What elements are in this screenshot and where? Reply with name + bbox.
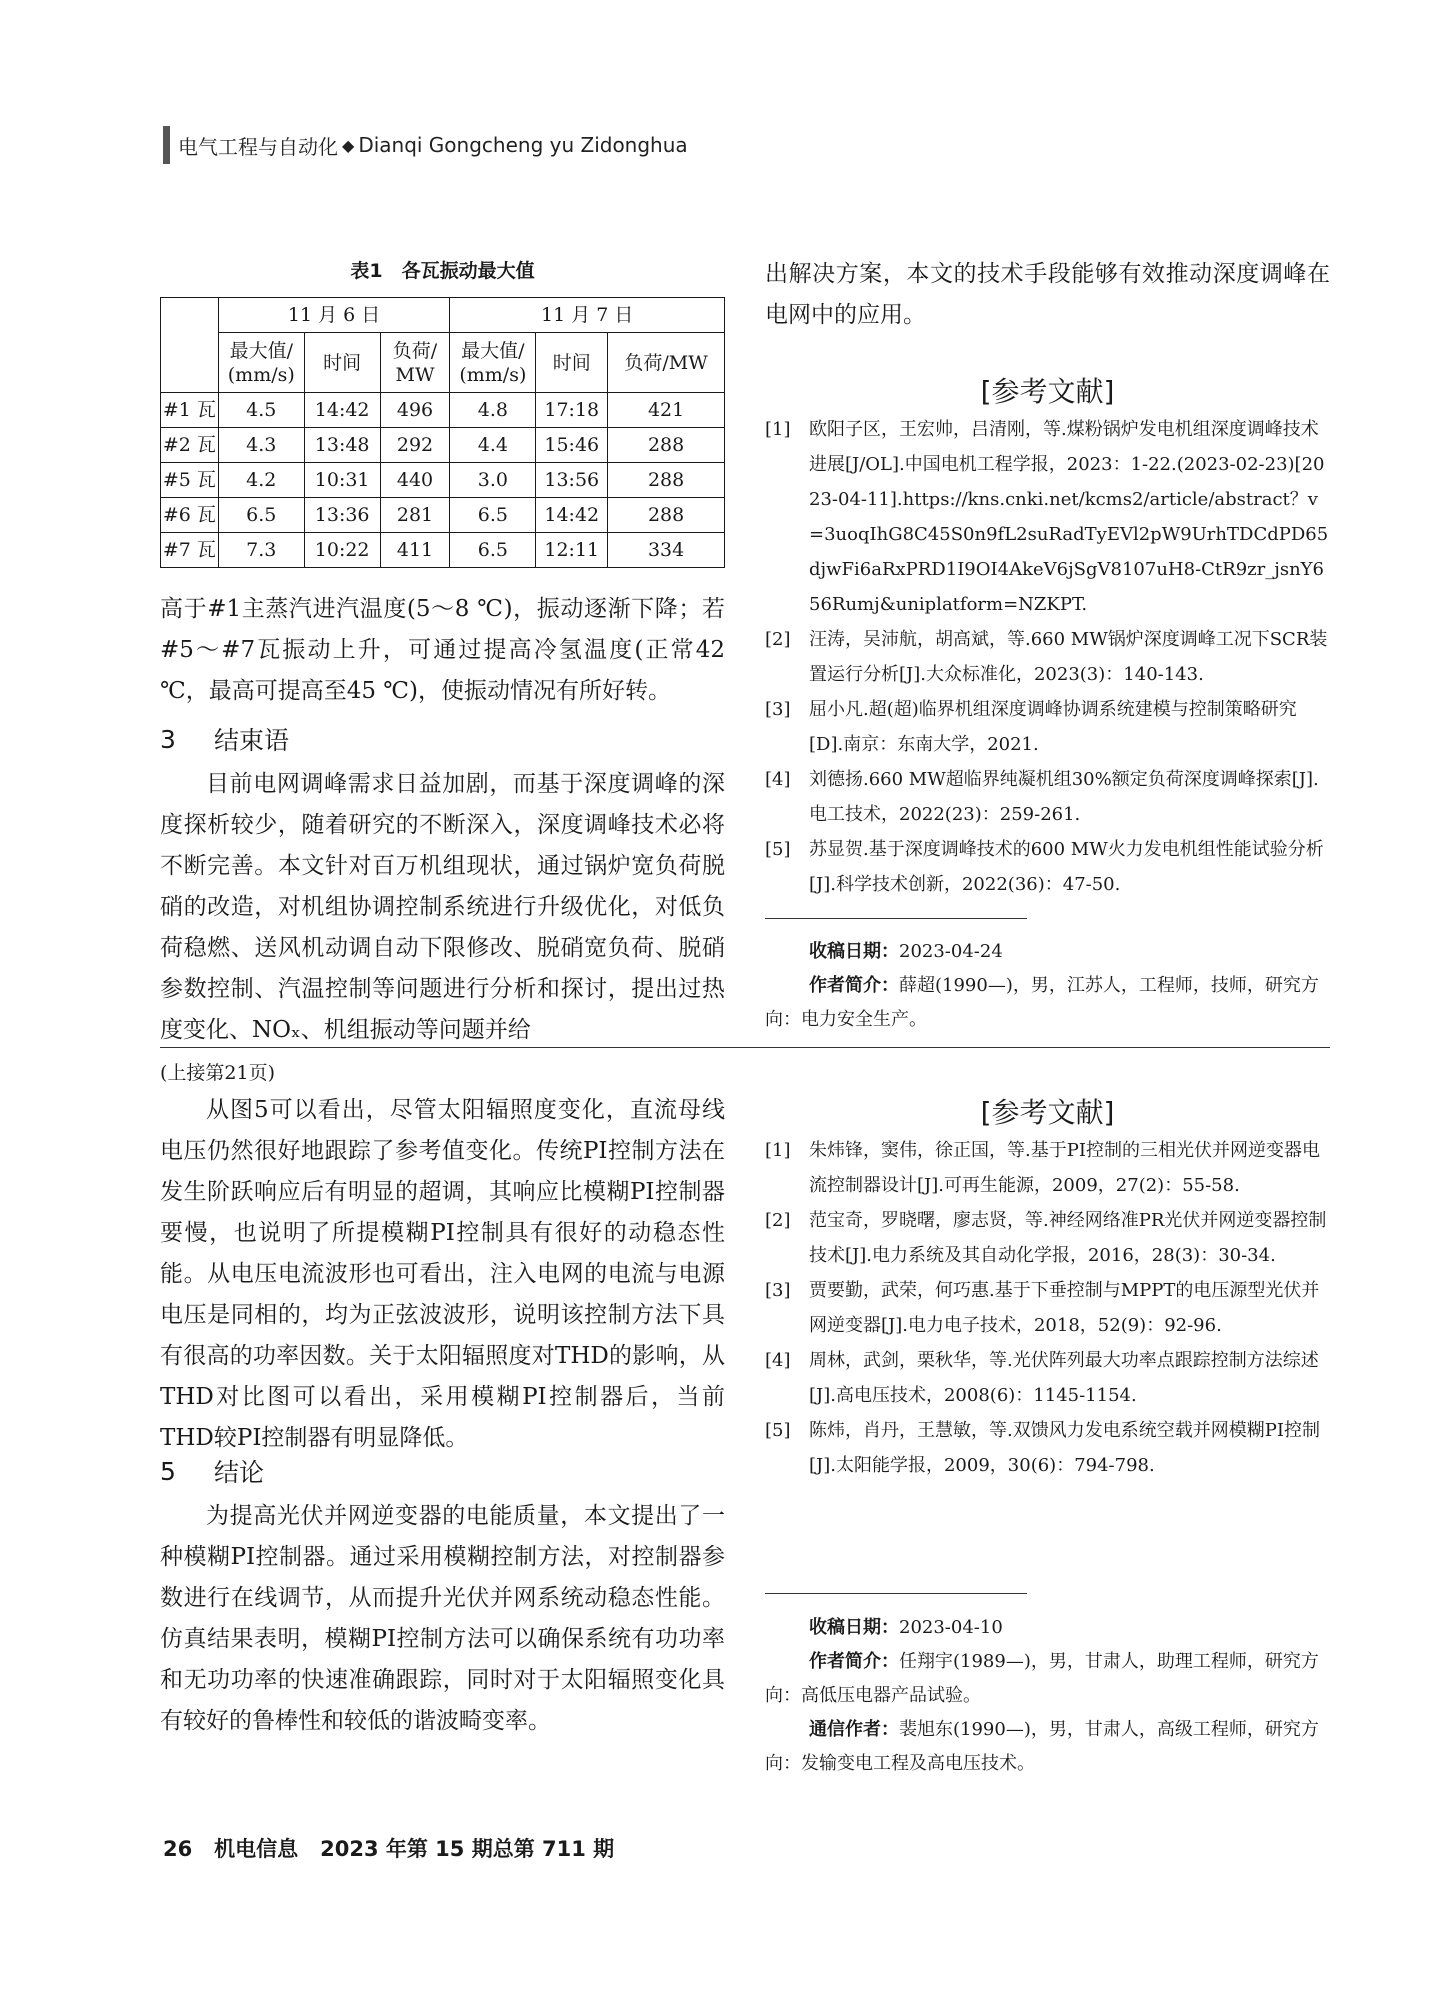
table-cell: 288 — [608, 428, 725, 463]
col-max-1: 最大值/ (mm/s) — [218, 333, 304, 393]
reference-item: [2] 汪涛，吴沛航，胡高斌，等.660 MW锅炉深度调峰工况下SCR装置运行分析[J].大众标准化，2023(3)：140-143. — [765, 629, 1328, 685]
bottom-left-paragraph-1: 从图5可以看出，尽管太阳辐照度变化，直流母线电压仍然很好地跟踪了参考值变化。传统PI控制方法在发生阶跃响应后有明显的超调，其响应比模糊PI控制器要慢，也说明了所提模糊PI控制具有很好的动稳态性能。从电压电流波形也可看出，注入电网的电流与电源电压是同相的，均为正弦波波形，说明该控制方法下具有很高的功率因数。关于太阳辐照度对THD的影响，从THD对比图可以看出，采用模糊PI控制器后，当前THD较PI控制器有明显降低。 — [160, 1097, 725, 1451]
table-cell: 17:18 — [536, 393, 608, 428]
reference-item: [4] 周林，武剑，栗秋华，等.光伏阵列最大功率点跟踪控制方法综述[J].高电压技术，2008(6)：1145-1154. — [765, 1350, 1319, 1406]
meta-divider-top — [765, 918, 1027, 919]
section-3-heading — [160, 717, 725, 761]
table-cell: 440 — [380, 463, 450, 498]
table-cell: 13:36 — [304, 498, 380, 533]
page-number: 26 — [163, 1837, 193, 1861]
header-en: Dianqi Gongcheng yu Zidonghua — [358, 133, 688, 157]
col-time-2: 时间 — [536, 333, 608, 393]
continued-from-note: (上接第21页) — [160, 1062, 276, 1084]
references-title-top: [参考文献] — [980, 375, 1115, 408]
reference-item: [5] 苏显贺.基于深度调峰技术的600 MW火力发电机组性能试验分析[J].科学技术创新，2022(36)：47-50. — [765, 839, 1324, 895]
table-cell: 281 — [380, 498, 450, 533]
col-max-2: 最大值/ (mm/s) — [450, 333, 536, 393]
table-cell: 4.2 — [218, 463, 304, 498]
table-cell: 288 — [608, 463, 725, 498]
table-cell: 6.5 — [450, 498, 536, 533]
meta-divider-bottom — [765, 1593, 1027, 1594]
top-left-paragraph-1: 高于#1主蒸汽进汽温度(5～8 ℃)，振动逐渐下降；若#5～#7瓦振动上升，可通过提高冷氢温度(正常42 ℃，最高可提高至45 ℃)，使振动情况有所好转。 — [160, 596, 725, 704]
reference-item: [3] 贾要勤，武荣，何巧惠.基于下垂控制与MPPT的电压源型光伏并网逆变器[J].电力电子技术，2018，52(9)：92-96. — [765, 1280, 1320, 1336]
running-header — [163, 125, 688, 165]
col-time-1: 时间 — [304, 333, 380, 393]
table-cell: 292 — [380, 428, 450, 463]
reference-item: [3] 屈小凡.超(超)临界机组深度调峰协调系统建模与控制策略研究[D].南京：东南大学，2021. — [765, 699, 1297, 755]
table-cell: 4.4 — [450, 428, 536, 463]
table-row — [161, 393, 725, 428]
table-cell: 10:31 — [304, 463, 380, 498]
table-corner-cell — [161, 298, 219, 393]
table-cell: 14:42 — [304, 393, 380, 428]
table-cell: 3.0 — [450, 463, 536, 498]
section-5-number: 5 — [160, 1456, 176, 1486]
reference-item: [2] 范宝奇，罗晓曙，廖志贤，等.神经网络准PR光伏并网逆变器控制技术[J].电力系统及其自动化学报，2016，28(3)：30-34. — [765, 1210, 1327, 1266]
table-cell: 10:22 — [304, 533, 380, 568]
table-date2: 11 月 7 日 — [450, 298, 725, 333]
table-cell: 13:48 — [304, 428, 380, 463]
article-divider — [160, 1047, 1330, 1048]
col-load-2: 负荷/MW — [608, 333, 725, 393]
header-diamond: ◆ — [342, 135, 355, 155]
header-cn: 电气工程与自动化 — [178, 134, 338, 159]
table-cell: #5 瓦 — [161, 463, 219, 498]
table-cell: 6.5 — [218, 498, 304, 533]
header-bar — [163, 126, 170, 164]
table-cell: 6.5 — [450, 533, 536, 568]
table-cell: 334 — [608, 533, 725, 568]
journal-name: 机电信息 — [214, 1837, 299, 1861]
article-meta-bottom: 收稿日期：2023-04-10 作者简介：任翔宇(1989—)，男，甘肃人，助理工程师，研究方向：高低压电器产品试验。 通信作者：裴旭东(1990—)，男，甘肃人，高级工程师，研究方向：发输变电工程及高电压技术。 — [765, 1617, 1319, 1774]
table-cell: 4.5 — [218, 393, 304, 428]
table-cell: 7.3 — [218, 533, 304, 568]
reference-item: [4] 刘德扬.660 MW超临界纯凝机组30%额定负荷深度调峰探索[J].电工技术，2022(23)：259-261. — [765, 769, 1319, 825]
issue-info: 2023 年第 15 期总第 711 期 — [320, 1837, 615, 1861]
table-cell: 421 — [608, 393, 725, 428]
reference-item: [1] 朱炜锋，窦伟，徐正国，等.基于PI控制的三相光伏并网逆变器电流控制器设计[J].可再生能源，2009，27(2)：55-58. — [765, 1140, 1320, 1196]
top-left-paragraph-2: 目前电网调峰需求日益加剧，而基于深度调峰的深度探析较少，随着研究的不断深入，深度调峰技术必将不断完善。本文针对百万机组现状，通过锅炉宽负荷脱硝的改造，对机组协调控制系统进行升级优化，对低负荷稳燃、送风机动调自动下限修改、脱硝宽负荷、脱硝参数控制、汽温控制等问题进行分析和探讨，提出过热度变化、NOₓ、机组振动等问题并给 — [160, 771, 725, 1043]
table-cell: 4.3 — [218, 428, 304, 463]
table-caption: 表1 各瓦振动最大值 — [350, 260, 535, 282]
references-list-top — [765, 412, 1330, 902]
article-meta-top: 收稿日期：2023-04-24 作者简介：薛超(1990—)，男，江苏人，工程师，技师，研究方向：电力安全生产。 — [765, 941, 1319, 1030]
references-list-bottom — [765, 1133, 1330, 1483]
table-cell: 15:46 — [536, 428, 608, 463]
references-title-bottom: [参考文献] — [980, 1096, 1115, 1129]
table-date1: 11 月 6 日 — [218, 298, 450, 333]
col-load-1: 负荷/ MW — [380, 333, 450, 393]
section-3-title: 结束语 — [214, 726, 290, 755]
table-cell: 12:11 — [536, 533, 608, 568]
table-row — [161, 463, 725, 498]
reference-item: [5] 陈炜，肖丹，王慧敏，等.双馈风力发电系统空载并网模糊PI控制[J].太阳能学报，2009，30(6)：794-798. — [765, 1420, 1320, 1476]
table-cell: #1 瓦 — [161, 393, 219, 428]
vibration-table — [160, 297, 725, 568]
table-row — [161, 498, 725, 533]
page-footer — [163, 1833, 614, 1863]
section-3-number: 3 — [160, 724, 176, 754]
table-cell: 288 — [608, 498, 725, 533]
bottom-left-paragraph-2: 为提高光伏并网逆变器的电能质量，本文提出了一种模糊PI控制器。通过采用模糊控制方法，对控制器参数进行在线调节，从而提升光伏并网系统动稳态性能。仿真结果表明，模糊PI控制方法可以确保系统有功功率和无功功率的快速准确跟踪，同时对于太阳辐照变化具有较好的鲁棒性和较低的谐波畸变率。 — [160, 1503, 725, 1734]
table-cell: 411 — [380, 533, 450, 568]
table-cell: #2 瓦 — [161, 428, 219, 463]
table-header-row — [161, 333, 725, 393]
top-right-paragraph: 出解决方案，本文的技术手段能够有效推动深度调峰在电网中的应用。 — [765, 261, 1330, 328]
section-5-title: 结论 — [214, 1458, 265, 1487]
table-cell: 13:56 — [536, 463, 608, 498]
table-date-row — [161, 298, 725, 333]
table-row — [161, 428, 725, 463]
table-cell: #7 瓦 — [161, 533, 219, 568]
reference-item: [1] 欧阳子区，王宏帅，吕清刚，等.煤粉锅炉发电机组深度调峰技术进展[J/OL].中国电机工程学报，2023：1-22.(2023-02-23)[2023-04-11].https://kns.cnki.net/kcms2/article/abstract？v=3uoqIhG8C45S0n9fL2suRadTyEVl2pW9UrhTDCdPD65djwFi6aRxPRD1I9OI4AkeV6jSgV8107uH8-CtR9zr_jsnY656Rumj&uniplatform=NZKPT. — [765, 419, 1329, 615]
table-cell: 4.8 — [450, 393, 536, 428]
table-cell: #6 瓦 — [161, 498, 219, 533]
table-cell: 14:42 — [536, 498, 608, 533]
section-5-heading — [160, 1449, 725, 1493]
table-cell: 496 — [380, 393, 450, 428]
table-row — [161, 533, 725, 568]
